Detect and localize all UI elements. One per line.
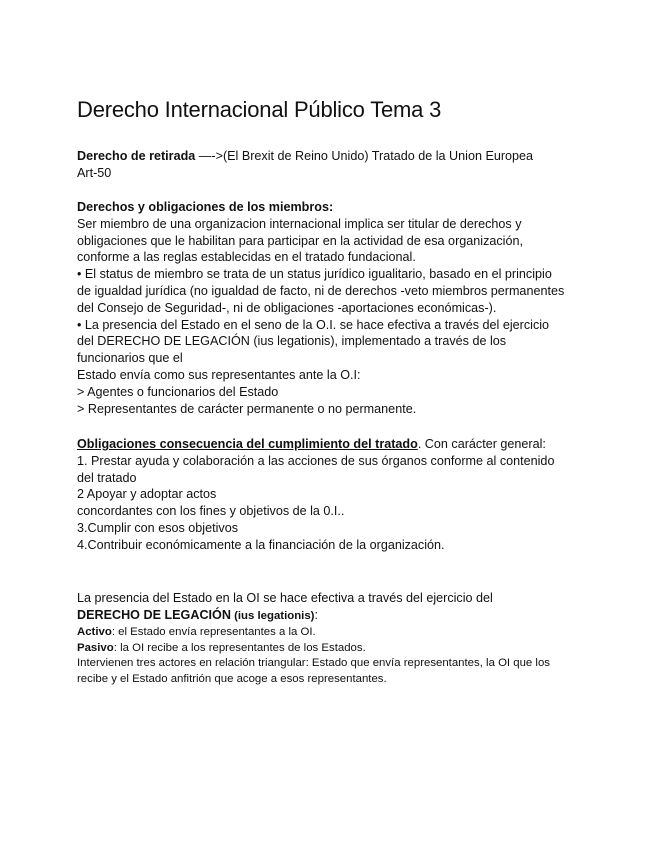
obligaciones-section [77, 436, 587, 554]
miembros-line: conforme a las reglas establecidas en el tratado fundacional. [77, 250, 416, 265]
miembros-line: funcionarios que el [77, 351, 183, 366]
obligaciones-line: 1. Prestar ayuda y colaboración a las acciones de sus órganos conforme al contenido [77, 453, 555, 468]
obligaciones-line: 4.Contribuir económicamente a la financiación de la organización. [77, 537, 445, 552]
pasivo-text: : la OI recibe a los representantes de los Estados. [113, 641, 366, 654]
pasivo-line [77, 641, 577, 657]
pasivo-label: Pasivo [77, 641, 114, 654]
retirada-arrow-text: —->(El Brexit de Reino Unido) Tratado de la Union Europea [195, 149, 534, 163]
activo-label: Activo [77, 626, 112, 638]
actores-line: Intervienen tres actores en relación triangular: Estado que envía representantes, la OI que los [77, 657, 550, 669]
document-title: Derecho Internacional Público Tema 3 [77, 97, 442, 122]
miembros-line: > Representantes de carácter permanente o no permanente. [77, 401, 417, 416]
miembros-line: Estado envía como sus representantes ante la O.I: [77, 367, 361, 382]
obligaciones-heading-line [77, 436, 587, 453]
obligaciones-line: 3.Cumplir con esos objetivos [77, 520, 238, 535]
actores-line: recibe y el Estado anfitrión que acoge a esos representantes. [77, 672, 387, 685]
retirada-heading: Derecho de retirada [77, 149, 196, 163]
miembros-line: > Agentes o funcionarios del Estado [77, 384, 279, 399]
legacion-heading-colon: : [314, 607, 318, 622]
activo-line [77, 625, 577, 641]
retirada-article: Art-50 [77, 165, 112, 180]
obligaciones-line: del tratado [77, 470, 137, 485]
legacion-heading-paren: (ius legationis) [230, 609, 315, 622]
legacion-section [77, 590, 577, 625]
miembros-line: del DERECHO DE LEGACIÓN (ius legationis), implementado a través de los [77, 334, 507, 349]
miembros-line: obligaciones que le habilitan para participar en la actividad de esa organización, [77, 233, 523, 248]
obligaciones-heading: Obligaciones consecuencia del cumplimiento del tratado [77, 437, 418, 451]
retirada-line [77, 148, 587, 165]
miembros-line: del Consejo de Seguridad-, ni de obligaciones -aportaciones económicas-). [77, 300, 497, 315]
obligaciones-heading-suffix: . Con carácter general: [417, 437, 546, 451]
activo-text: : el Estado envía representantes a la OI. [111, 626, 316, 638]
legacion-intro: La presencia del Estado en la OI se hace efectiva a través del ejercicio del [77, 591, 493, 605]
retirada-section [77, 148, 587, 182]
miembros-line: • La presencia del Estado en el seno de la O.I. se hace efectiva a través del ejercicio [77, 317, 550, 332]
obligaciones-line: 2 Apoyar y adoptar actos [77, 487, 217, 502]
legacion-details [77, 625, 577, 687]
miembros-heading: Derechos y obligaciones de los miembros: [77, 200, 334, 214]
legacion-heading-line [77, 607, 577, 625]
miembros-line: Ser miembro de una organizacion internacional implica ser titular de derechos y [77, 216, 522, 231]
miembros-line: de igualdad jurídica (no igualdad de facto, ni de derechos -veto miembros permanentes [77, 283, 565, 298]
obligaciones-line: concordantes con los fines y objetivos de la 0.I.. [77, 504, 345, 519]
miembros-line: • El status de miembro se trata de un status jurídico igualitario, basado en el principio [77, 267, 552, 282]
legacion-heading: DERECHO DE LEGACIÓN [77, 607, 231, 622]
miembros-section [77, 199, 587, 417]
